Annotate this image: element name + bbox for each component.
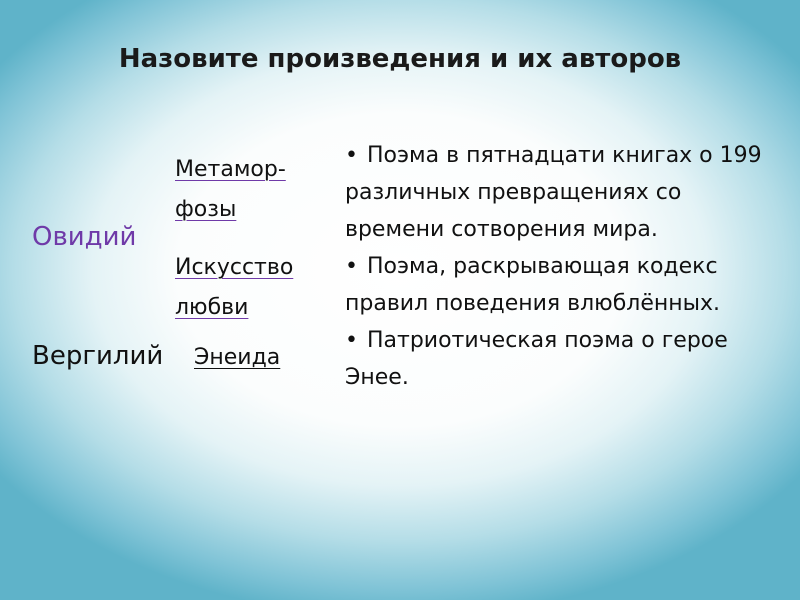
description-text: Патриотическая поэма о герое Энее. <box>345 328 728 390</box>
slide-title: Назовите произведения и их авторов <box>118 44 682 74</box>
bullet-icon: • <box>345 328 358 353</box>
work-metamorphoses-line2: фозы <box>175 197 237 222</box>
work-art-of-love[interactable] <box>175 248 315 328</box>
description-text: Поэма в пятнадцати книгах о 199 различных превращениях со времени сотворения мира. <box>345 143 762 242</box>
author-vergil: Вергилий <box>32 341 164 371</box>
description-item <box>345 248 785 322</box>
work-metamorphoses[interactable] <box>175 150 315 230</box>
descriptions-list <box>345 137 785 396</box>
work-art-of-love-line2: любви <box>175 295 249 320</box>
bullet-icon: • <box>345 143 358 168</box>
work-metamorphoses-line1: Метамор- <box>175 157 286 182</box>
author-ovid: Овидий <box>32 222 137 252</box>
work-art-of-love-line1: Искусство <box>175 255 294 280</box>
description-text: Поэма, раскрывающая кодекс правил поведения влюблённых. <box>345 254 721 316</box>
description-item <box>345 322 785 396</box>
description-item <box>345 137 785 248</box>
work-aeneid[interactable]: Энеида <box>194 345 281 370</box>
bullet-icon: • <box>345 254 358 279</box>
